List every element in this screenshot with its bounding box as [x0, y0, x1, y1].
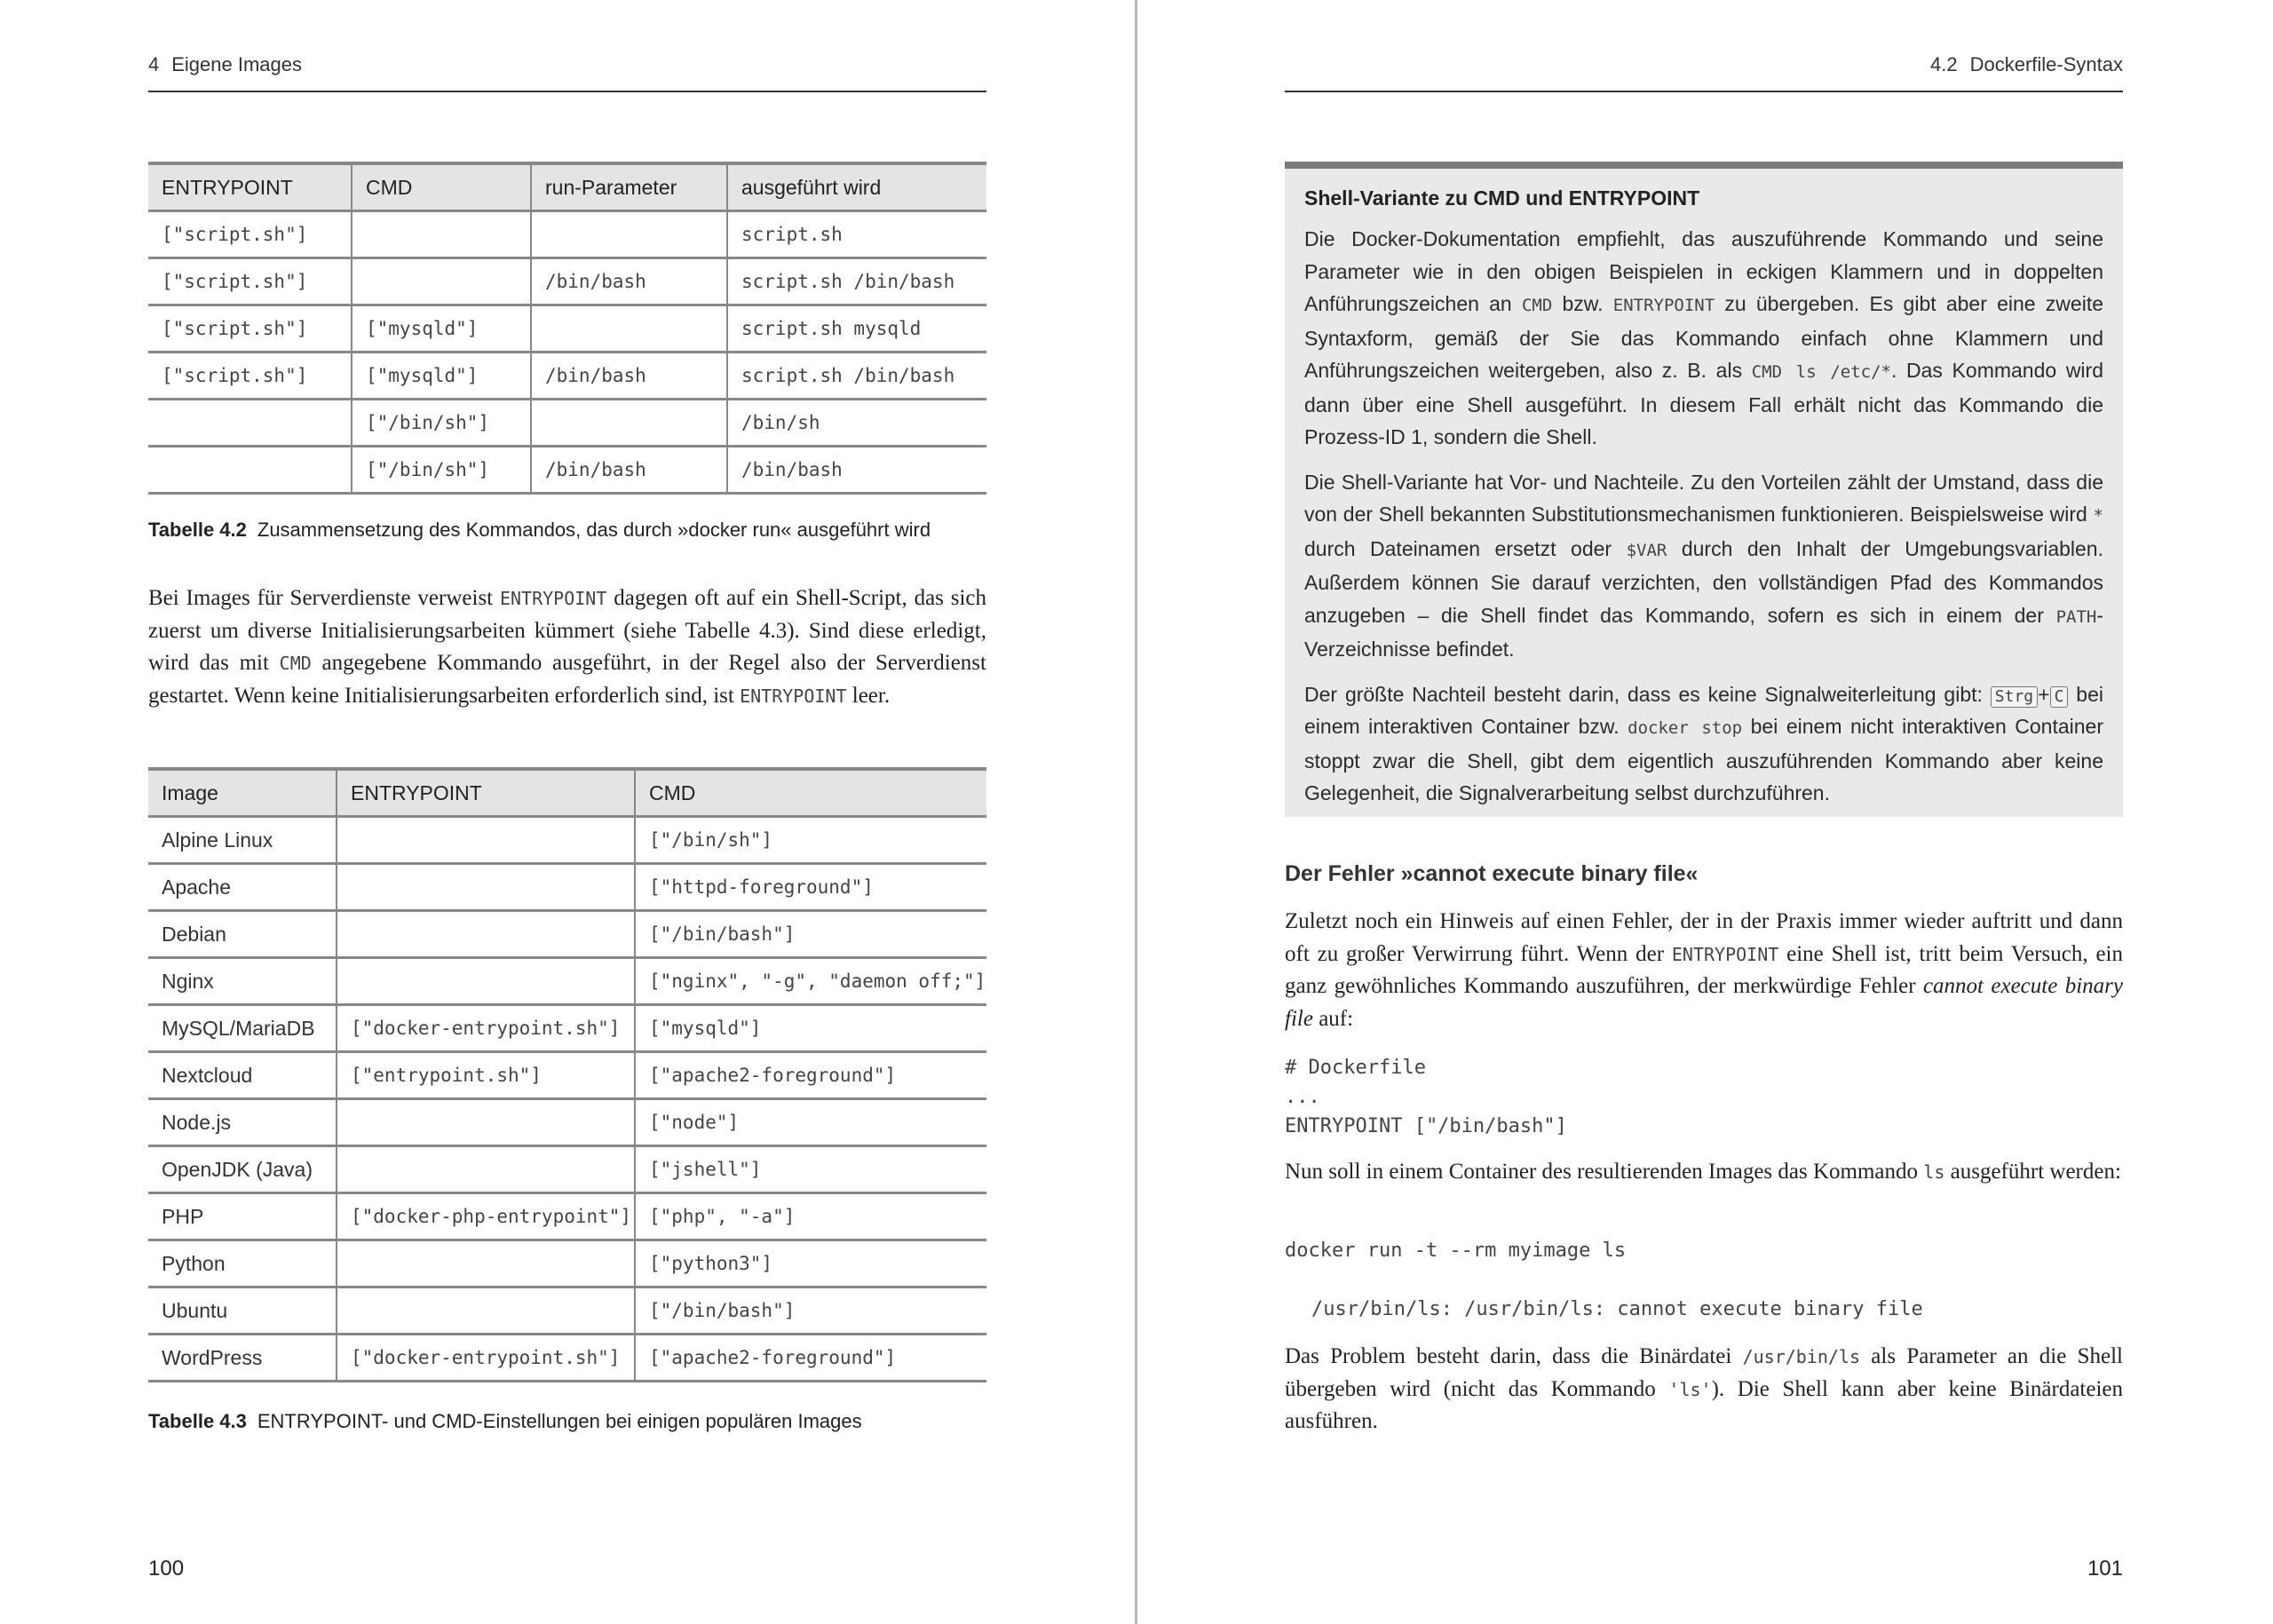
- table-cell: Debian: [148, 911, 337, 958]
- text-run: -Verzeichnisse befindet.: [1304, 603, 2103, 661]
- text-run: dagegen oft auf ein Shell-Script, das sich zuerst um diverse Initialisierungsarbeiten kümmert (siehe Tabelle 4.3). Sind diese erledigt, wird das mit: [148, 586, 986, 675]
- table-cell: ["mysqld"]: [352, 353, 531, 400]
- table-cell: [531, 400, 727, 447]
- table-row: [148, 864, 986, 911]
- table-cell: [337, 1287, 635, 1335]
- table-cell: WordPress: [148, 1335, 337, 1382]
- text-run: durch den Inhalt der Umgebungsvariablen. Außerdem können Sie darauf verzichten, den vollständigen Pfad des Kommandos anzugeben – die Shell findet das Kommando, sofern es sich in einem der: [1304, 536, 2103, 627]
- table-row: [148, 353, 986, 400]
- table-row: [148, 1335, 986, 1382]
- page-number: 101: [2087, 1557, 2123, 1580]
- inline-code: CMD: [279, 653, 312, 674]
- table-cell: /bin/sh: [727, 400, 986, 447]
- table-row: [148, 1099, 986, 1146]
- table-cell: ["/bin/sh"]: [352, 447, 531, 494]
- text-run: . Das Kommando wird dann über eine Shell ausgeführt. In diesem Fall erhält nicht das Kommando die Prozess-ID 1, sondern die Shell.: [1304, 359, 2103, 448]
- table-row: [148, 958, 986, 1005]
- section-number: 4.2: [1930, 53, 1958, 75]
- table-cell: /bin/bash: [531, 447, 727, 494]
- table-cell: ["script.sh"]: [148, 211, 352, 258]
- text-run: ausgeführt werden:: [1944, 1160, 2121, 1184]
- body-paragraph: [148, 582, 986, 712]
- text-run: Die Shell-Variante hat Vor- und Nachteile. Zu den Vorteilen zählt der Umstand, dass die von der Shell bekannten Substitutionsmechanismen funktionieren. Beispielsweise wird: [1304, 470, 2103, 526]
- table-cell: Ubuntu: [148, 1287, 337, 1335]
- inline-code: /usr/bin/ls: [1742, 1346, 1861, 1367]
- table-cell: ["script.sh"]: [148, 258, 352, 305]
- info-box: [1285, 162, 2123, 817]
- table-row: [148, 400, 986, 447]
- table-cell: Alpine Linux: [148, 817, 337, 864]
- column-header: ENTRYPOINT: [337, 769, 635, 817]
- table-cell: ["/bin/sh"]: [352, 400, 531, 447]
- text-run: bei einem nicht interaktiven Container stoppt zwar die Shell, gibt dem eigentlich auszuführenden Kommando aber keine Gelegenheit, die Signalverarbeitung selbst durchzuführen.: [1304, 715, 2103, 804]
- table-cell: ["python3"]: [635, 1240, 986, 1287]
- table-cell: ["docker-entrypoint.sh"]: [337, 1005, 635, 1052]
- table-cell: ["/bin/sh"]: [635, 817, 986, 864]
- table-cell: Python: [148, 1240, 337, 1287]
- table-cell: ["apache2-foreground"]: [635, 1335, 986, 1382]
- text-run: als Parameter an die Shell übergeben wird (nicht das Kommando: [1285, 1344, 2123, 1401]
- table-cell: [337, 817, 635, 864]
- table-cell: ["/bin/bash"]: [635, 911, 986, 958]
- table-cell: ["nginx", "-g", "daemon off;"]: [635, 958, 986, 1005]
- section-title: Dockerfile-Syntax: [1969, 53, 2123, 75]
- table-cell: PHP: [148, 1193, 337, 1240]
- table-cell: ["node"]: [635, 1099, 986, 1146]
- column-header: run-Parameter: [531, 163, 727, 211]
- table-cell: ["/bin/bash"]: [635, 1287, 986, 1335]
- table-cell: [337, 1240, 635, 1287]
- text-run: Zuletzt noch ein Hinweis auf einen Fehler, der in der Praxis immer wieder auftritt und dann oft zu großer Verwirrung führt. Wenn der: [1285, 909, 2123, 966]
- caption-text: ENTRYPOINT- und CMD-Einstellungen bei einigen populären Images: [257, 1410, 862, 1432]
- text-run: durch Dateinamen ersetzt oder: [1304, 536, 1627, 560]
- table-command-composition: [148, 162, 986, 495]
- text-run: Nun soll in einem Container des resultierenden Images das Kommando: [1285, 1160, 1924, 1184]
- table-cell: [148, 400, 352, 447]
- text-run: zu übergeben. Es gibt aber eine zweite Syntaxform, gemäß der Sie das Kommando einfach ohne Klammern und Anführungszeichen weitergeben, also z. B. als: [1304, 292, 2103, 382]
- column-header: CMD: [352, 163, 531, 211]
- inline-code: ENTRYPOINT: [1671, 943, 1779, 965]
- inline-code: ENTRYPOINT: [1612, 296, 1715, 315]
- table-caption: [148, 1410, 862, 1433]
- text-run: bzw.: [1552, 292, 1613, 315]
- body-paragraph: [1285, 1341, 2123, 1438]
- section-heading: Der Fehler »cannot execute binary file«: [1285, 861, 1699, 886]
- table-cell: ["apache2-foreground"]: [635, 1052, 986, 1099]
- right-page: [1137, 0, 2273, 1624]
- table-cell: script.sh: [727, 211, 986, 258]
- table-caption: [148, 519, 931, 542]
- table-cell: /bin/bash: [531, 258, 727, 305]
- column-header: ausgeführt wird: [727, 163, 986, 211]
- table-cell: ["php", "-a"]: [635, 1193, 986, 1240]
- caption-label: Tabelle 4.3: [148, 1410, 247, 1432]
- emphasis: cannot execute binary file: [1285, 974, 2123, 1031]
- running-header-left: [148, 53, 986, 92]
- inline-code: CMD: [1521, 296, 1553, 315]
- running-header-right: [1285, 53, 2123, 92]
- table-row: [148, 1193, 986, 1240]
- inline-code: PATH: [2055, 606, 2097, 627]
- text-run: Der größte Nachteil besteht darin, dass es keine Signalweiterleitung gibt:: [1304, 682, 1991, 706]
- text-run: auf:: [1312, 1006, 1354, 1031]
- table-cell: Nginx: [148, 958, 337, 1005]
- caption-text: Zusammensetzung des Kommandos, das durch »docker run« ausgeführt wird: [257, 519, 931, 541]
- code-block: docker run -t --rm myimage ls: [1285, 1240, 1627, 1262]
- table-row: [148, 817, 986, 864]
- table-row: [148, 1052, 986, 1099]
- keyboard-key: Strg: [1991, 686, 2038, 708]
- code-block: # Dockerfile ... ENTRYPOINT ["/bin/bash"]: [1285, 1057, 1567, 1137]
- table-row: [148, 258, 986, 305]
- table-cell: ["mysqld"]: [635, 1005, 986, 1052]
- table-cell: script.sh mysqld: [727, 305, 986, 353]
- table-cell: MySQL/MariaDB: [148, 1005, 337, 1052]
- table-image-settings: [148, 767, 986, 1382]
- chapter-title: Eigene Images: [171, 53, 303, 75]
- table-row: [148, 1240, 986, 1287]
- inline-code: 'ls': [1668, 1378, 1712, 1400]
- table-row: [148, 447, 986, 494]
- text-run: Bei Images für Serverdienste verweist: [148, 586, 500, 610]
- column-header: CMD: [635, 769, 986, 817]
- table-cell: ["mysqld"]: [352, 305, 531, 353]
- inline-code: $VAR: [1626, 540, 1667, 560]
- table-cell: [352, 211, 531, 258]
- table-cell: ["httpd-foreground"]: [635, 864, 986, 911]
- table-row: [148, 911, 986, 958]
- table-row: [148, 1005, 986, 1052]
- table-row: [148, 1287, 986, 1335]
- inline-code: docker stop: [1628, 718, 1743, 738]
- table-cell: Nextcloud: [148, 1052, 337, 1099]
- page-number: 100: [148, 1557, 185, 1580]
- body-paragraph: [1285, 906, 2123, 1035]
- text-run: angegebene Kommando ausgeführt, in der Regel also der Serverdienst gestartet. Wenn keine Initialisierungsarbeiten erforderlich sind, ist: [148, 651, 986, 708]
- keyboard-key: C: [2050, 686, 2069, 708]
- table-cell: script.sh /bin/bash: [727, 353, 986, 400]
- table-cell: ["entrypoint.sh"]: [337, 1052, 635, 1099]
- info-paragraph: [1304, 223, 2103, 454]
- table-cell: ["jshell"]: [635, 1146, 986, 1193]
- inline-code: CMD ls /etc/*: [1751, 362, 1891, 382]
- chapter-number: 4: [148, 53, 160, 75]
- text-run: leer.: [846, 683, 891, 708]
- inline-code: ENTRYPOINT: [499, 588, 607, 609]
- text-run: Das Problem besteht darin, dass die Binärdatei: [1285, 1344, 1743, 1368]
- table-cell: [352, 258, 531, 305]
- inline-code: ls: [1923, 1161, 1945, 1183]
- table-cell: [337, 958, 635, 1005]
- info-paragraph: [1304, 466, 2103, 666]
- table-cell: /bin/bash: [531, 353, 727, 400]
- text-run: Die Docker-Dokumentation empfiehlt, das auszuführende Kommando und seine Parameter wie in den obigen Beispielen in eckigen Klammern und in doppelten Anführungszeichen an: [1304, 227, 2103, 315]
- table-cell: ["script.sh"]: [148, 305, 352, 353]
- table-row: [148, 305, 986, 353]
- table-cell: OpenJDK (Java): [148, 1146, 337, 1193]
- table-cell: [337, 911, 635, 958]
- table-cell: [337, 864, 635, 911]
- table-cell: Apache: [148, 864, 337, 911]
- table-row: [148, 211, 986, 258]
- caption-label: Tabelle 4.2: [148, 519, 247, 541]
- table-cell: [531, 305, 727, 353]
- table-cell: ["docker-entrypoint.sh"]: [337, 1335, 635, 1382]
- table-cell: ["docker-php-entrypoint"]: [337, 1193, 635, 1240]
- column-header: ENTRYPOINT: [148, 163, 352, 211]
- info-paragraph: [1304, 678, 2103, 810]
- table-cell: ["script.sh"]: [148, 353, 352, 400]
- text-run: bei einem interaktiven Container bzw.: [1304, 682, 2103, 738]
- text-run: eine Shell ist, tritt beim Versuch, ein ganz gewöhnliches Kommando auszuführen, der merkwürdige Fehler: [1285, 941, 2123, 998]
- table-cell: [337, 1146, 635, 1193]
- body-paragraph: [1285, 1156, 2123, 1189]
- table-cell: [531, 211, 727, 258]
- code-output: /usr/bin/ls: /usr/bin/ls: cannot execute binary file: [1311, 1298, 1923, 1320]
- column-header: Image: [148, 769, 337, 817]
- left-page: [0, 0, 1136, 1624]
- text-run: +: [2038, 682, 2050, 706]
- table-cell: [148, 447, 352, 494]
- info-box-title: Shell-Variante zu CMD und ENTRYPOINT: [1304, 186, 1700, 210]
- inline-code: *: [2093, 506, 2103, 526]
- table-cell: /bin/bash: [727, 447, 986, 494]
- text-run: ). Die Shell kann aber keine Binärdateien ausführen.: [1285, 1376, 2123, 1433]
- table-cell: Node.js: [148, 1099, 337, 1146]
- inline-code: ENTRYPOINT: [740, 685, 847, 707]
- table-cell: script.sh /bin/bash: [727, 258, 986, 305]
- table-cell: [337, 1099, 635, 1146]
- table-row: [148, 1146, 986, 1193]
